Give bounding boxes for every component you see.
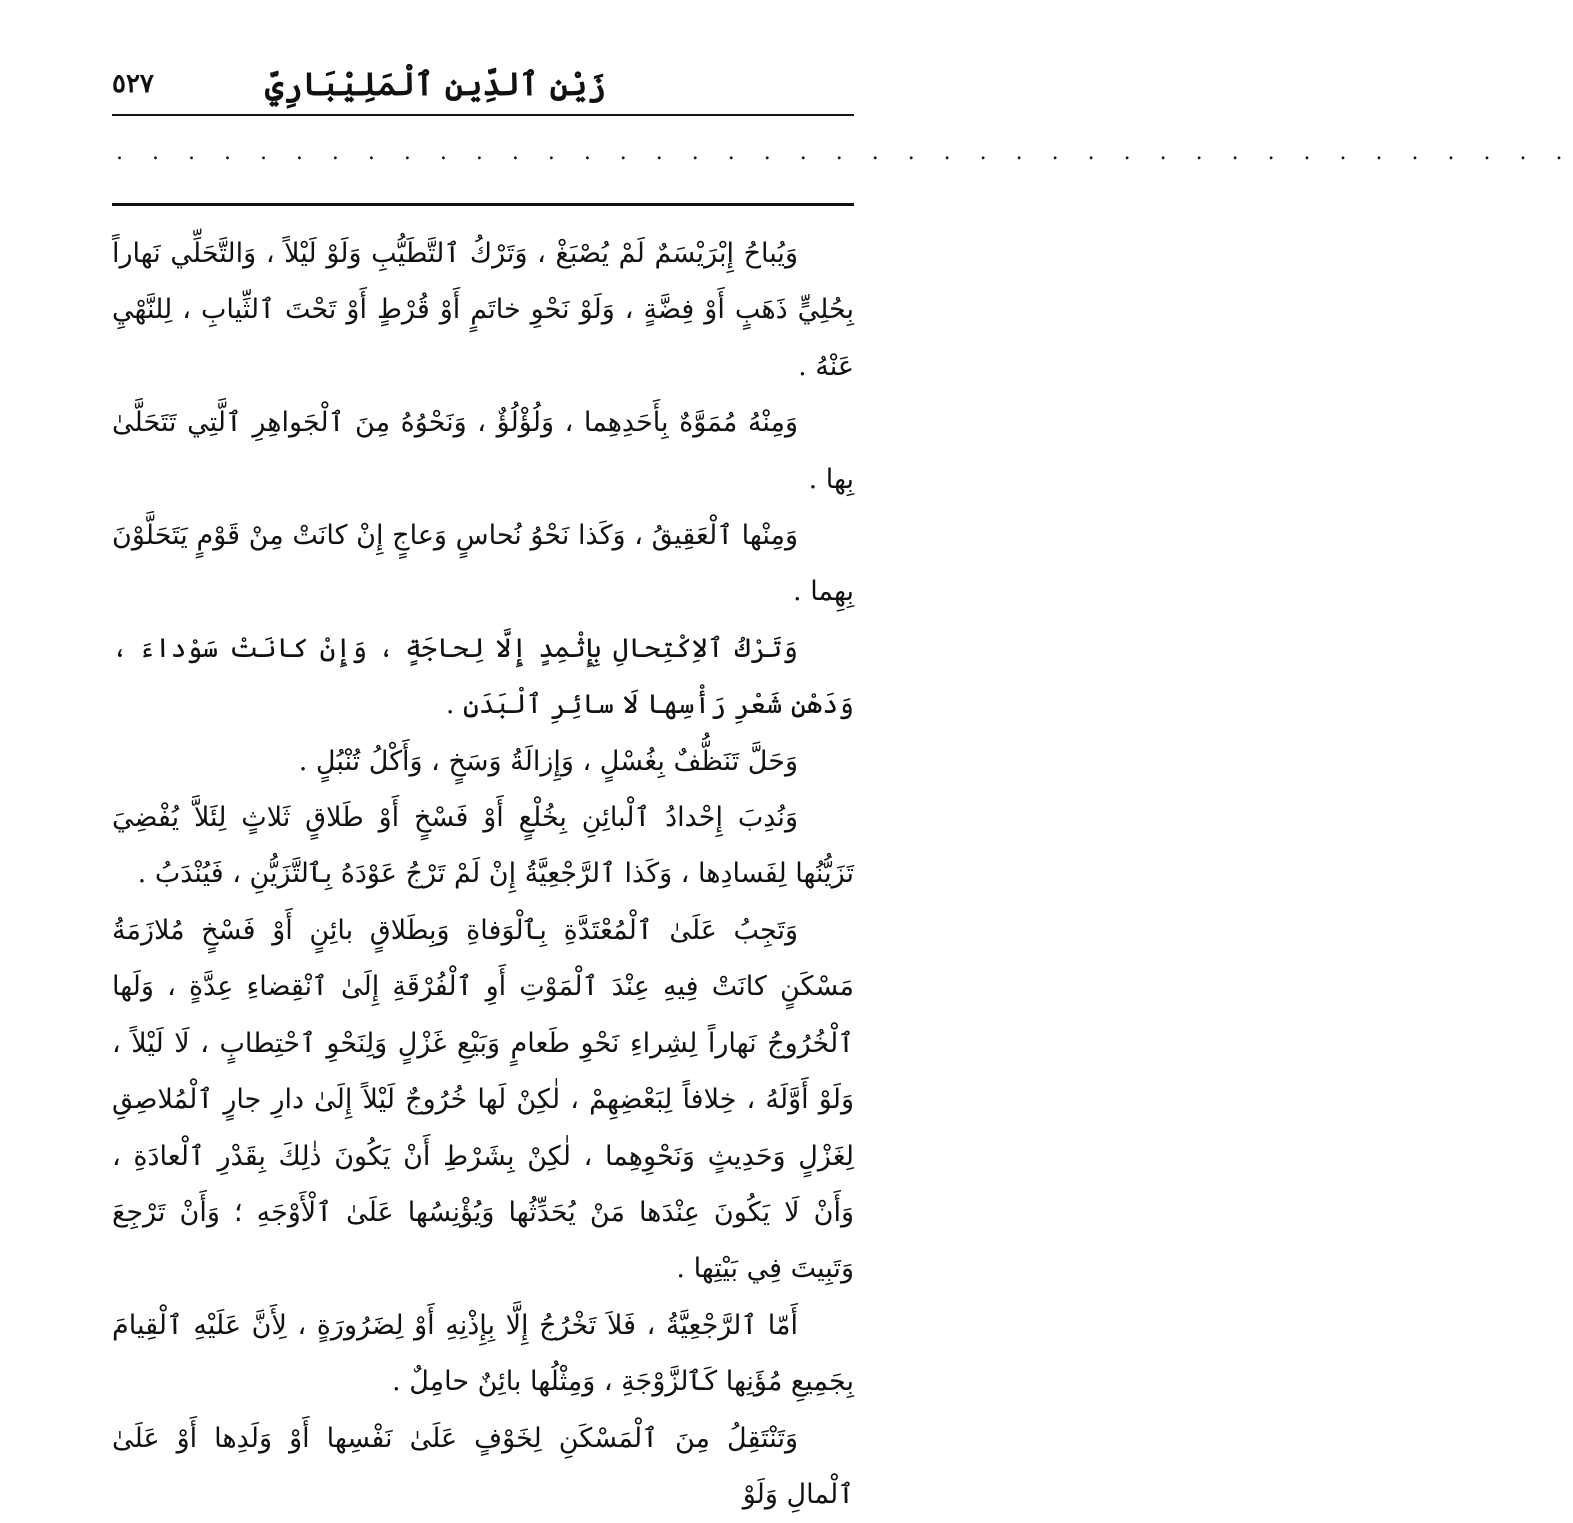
paragraph: أَمّا ٱلرَّجْعِيَّةُ ، فَلاَ تَخْرُجُ إِلَّا بِإِذْنِهِ أَوْ لِضَرُورَةٍ ، لِأَنَّ عَلَيْهِ ٱلْقِيامَ بِجَمِيعِ مُؤَنِها كَٱلزَّوْجَةِ ، وَمِثْلُها بائِنٌ حامِلٌ . <box>112 1309 854 1398</box>
body-text <box>112 226 854 1523</box>
paragraph: وَتَرْكُ ٱلاِكْتِحالِ بِإِثْمِدٍ إِلَّا لِحاجَةٍ ، وَإِنْ كانَتْ سَوْداءَ ، وَدَهْنِ شَعْرِ رَأْسِها لَا سائِرِ ٱلْبَدَنِ . <box>112 632 854 721</box>
paragraph: وَيُباحُ إِبْرَيْسَمٌ لَمْ يُصْبَغْ ، وَتَرْكُ ٱلتَّطَيُّبِ وَلَوْ لَيْلاً ، وَالتَّحَلِّي نَهاراً بِحُلِيٍّ ذَهَبٍ أَوْ فِضَّةٍ ، وَلَوْ نَحْوِ خاتَمٍ أَوْ قُرْطٍ أَوْ تَحْتَ ٱلثِّيابِ ، لِلنَّهْيِ عَنْهُ . <box>112 238 854 382</box>
header-rule <box>112 114 854 116</box>
paragraph: وَنُدِبَ إِحْدادُ ٱلْبائِنِ بِخُلْعٍ أَوْ فَسْخٍ أَوْ طَلاقٍ ثَلاثٍ لِئَلاَّ يُفْضِيَ تَزَيُّنُها لِفَسادِها ، وَكَذا ٱلرَّجْعِيَّةُ إِنْ لَمْ تَرْجُ عَوْدَهُ بِٱلتَّزَيُّنِ ، فَيُنْدَبُ . <box>112 802 854 890</box>
running-title: زَيْن ٱلدِّين ٱلْمَلِيْبَارِيِّ <box>264 65 606 103</box>
page-header <box>112 58 854 108</box>
dotted-separator: . . . . . . . . . . . . . . . . . . . . . . . . . . . . . . . . . . . . . . . . . <box>116 140 1573 165</box>
paragraph: وَتَجِبُ عَلَىٰ ٱلْمُعْتَدَّةِ بِٱلْوَفاةِ وَبِطَلاقٍ بائِنٍ أَوْ فَسْخٍ مُلازَمَةُ مَسْكَنٍ كانَتْ فِيهِ عِنْدَ ٱلْمَوْتِ أَوِ ٱلْفُرْقَةِ إِلَىٰ ٱنْقِضاءِ عِدَّةٍ ، وَلَها ٱلْخُرُوجُ نَهاراً لِشِراءِ نَحْوِ طَعامٍ وَبَيْعِ غَزْلٍ وَلِنَحْوِ ٱحْتِطابٍ ، لَا لَيْلاً ، وَلَوْ أَوَّلَهُ ، خِلافاً لِبَعْضِهِمْ ، لٰكِنْ لَها خُرُوجٌ لَيْلاً إِلَىٰ دارِ جارٍ ٱلْمُلاصِقِ لِغَزْلٍ وَحَدِيثٍ وَنَحْوِهِما ، لٰكِنْ بِشَرْطِ أَنْ يَكُونَ ذٰلِكَ بِقَدْرِ ٱلْعادَةِ ، وَأَنْ لَا يَكُونَ عِنْدَها مَنْ يُحَدِّثُها وَيُؤْنِسُها عَلَىٰ ٱلْأَوْجَهِ ؛ وَأَنْ تَرْجِعَ وَتَبِيتَ فِي بَيْتِها . <box>112 914 854 1285</box>
body-rule <box>112 203 854 206</box>
paragraph: وَتَنْتَقِلُ مِنَ ٱلْمَسْكَنِ لِخَوْفٍ عَلَىٰ نَفْسِها أَوْ وَلَدِها أَوْ عَلَىٰ ٱلْمالِ وَلَوْ <box>112 1422 854 1510</box>
paragraph: وَمِنْها ٱلْعَقِيقُ ، وَكَذا نَحْوُ نُحاسٍ وَعاجٍ إِنْ كانَتْ مِنْ قَوْمٍ يَتَحَلَّوْنَ بِهِما . <box>112 520 854 608</box>
paragraph: وَحَلَّ تَنَظُّفٌ بِغُسْلٍ ، وَإِزالَةُ وَسَخٍ ، وَأَكْلُ تُنْبُلٍ . <box>298 745 798 777</box>
paragraph: وَمِنْهُ مُمَوَّهٌ بِأَحَدِهِما ، وَلُؤْلُؤٌ ، وَنَحْوُهُ مِنَ ٱلْجَواهِرِ ٱلَّتِي تَتَحَلَّىٰ بِها . <box>112 407 854 495</box>
page-number: ٥٢٧ <box>112 69 154 99</box>
